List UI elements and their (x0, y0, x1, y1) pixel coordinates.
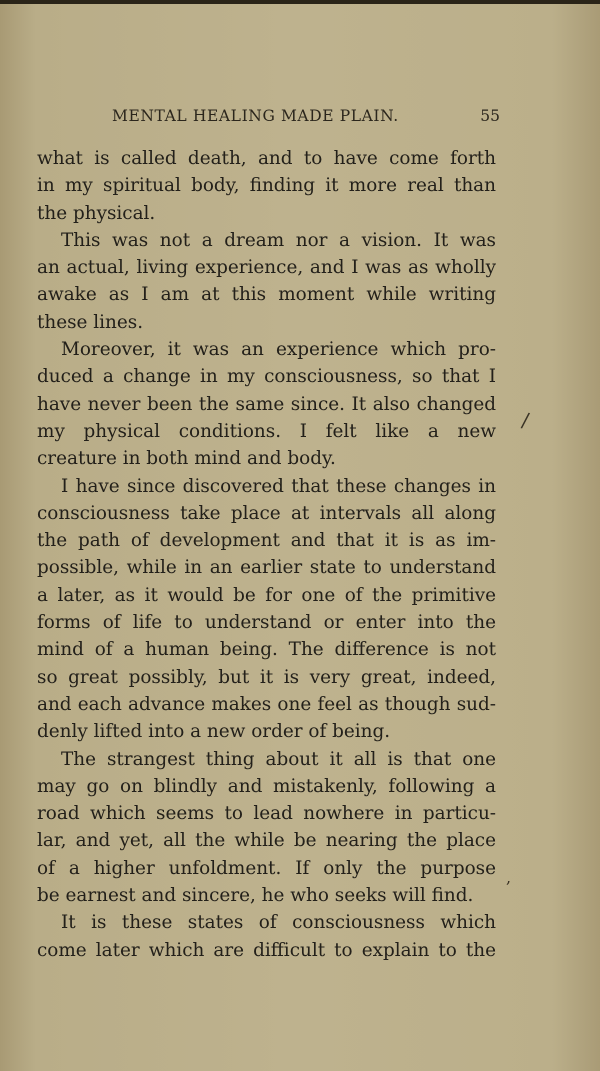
text-line: these lines. (37, 311, 144, 333)
text-line: This was not a dream nor a vision. It was (61, 229, 496, 251)
text-line: consciousness take place at intervals all along (37, 502, 496, 524)
text-line: the physical. (37, 202, 156, 224)
page-number: 55 (480, 107, 500, 125)
text-line: may go on blindly and mistakenly, following a (37, 775, 496, 797)
text-line: awake as I am at this moment while writing (37, 284, 496, 306)
text-line: and each advance makes one feel as though sud- (37, 693, 496, 715)
text-line: It is these states of consciousness which (61, 912, 496, 934)
margin-ink-dot: , (506, 868, 512, 887)
page-top-edge (0, 0, 600, 4)
text-line: forms of life to understand or enter into the (37, 612, 496, 634)
running-title: MENTAL HEALING MADE PLAIN. (112, 107, 399, 125)
text-line: a later, as it would be for one of the primitive (37, 584, 496, 606)
text-line: denly lifted into a new order of being. (37, 721, 391, 743)
page-header (112, 107, 500, 129)
body-text (37, 145, 496, 964)
text-line: the path of development and that it is as im- (37, 530, 496, 552)
text-line: lar, and yet, all the while be nearing the place (37, 830, 496, 852)
text-line: my physical conditions. I felt like a new (37, 420, 496, 442)
text-line: an actual, living experience, and I was as wholly (37, 257, 496, 279)
text-line: creature in both mind and body. (37, 448, 336, 470)
text-line: be earnest and sincere, he who seeks will find. (37, 885, 474, 907)
text-line: come later which are difficult to explain to the (37, 939, 496, 961)
text-line: road which seems to lead nowhere in particu- (37, 803, 496, 825)
text-line: have never been the same since. It also changed (37, 393, 496, 415)
text-line: duced a change in my consciousness, so that I (37, 366, 496, 388)
text-line: so great possibly, but it is very great, indeed, (37, 666, 496, 688)
text-line: The strangest thing about it all is that one (61, 748, 496, 770)
text-line: Moreover, it was an experience which pro- (61, 339, 496, 361)
margin-ink-mark: / (519, 407, 531, 433)
text-line: in my spiritual body, finding it more real than (37, 175, 496, 197)
text-line: what is called death, and to have come forth (37, 148, 496, 169)
text-line: of a higher unfoldment. If only the purpose (37, 857, 496, 879)
text-line: possible, while in an earlier state to understand (37, 557, 496, 579)
text-line: mind of a human being. The difference is not (37, 639, 496, 661)
text-line: I have since discovered that these changes in (61, 475, 496, 497)
